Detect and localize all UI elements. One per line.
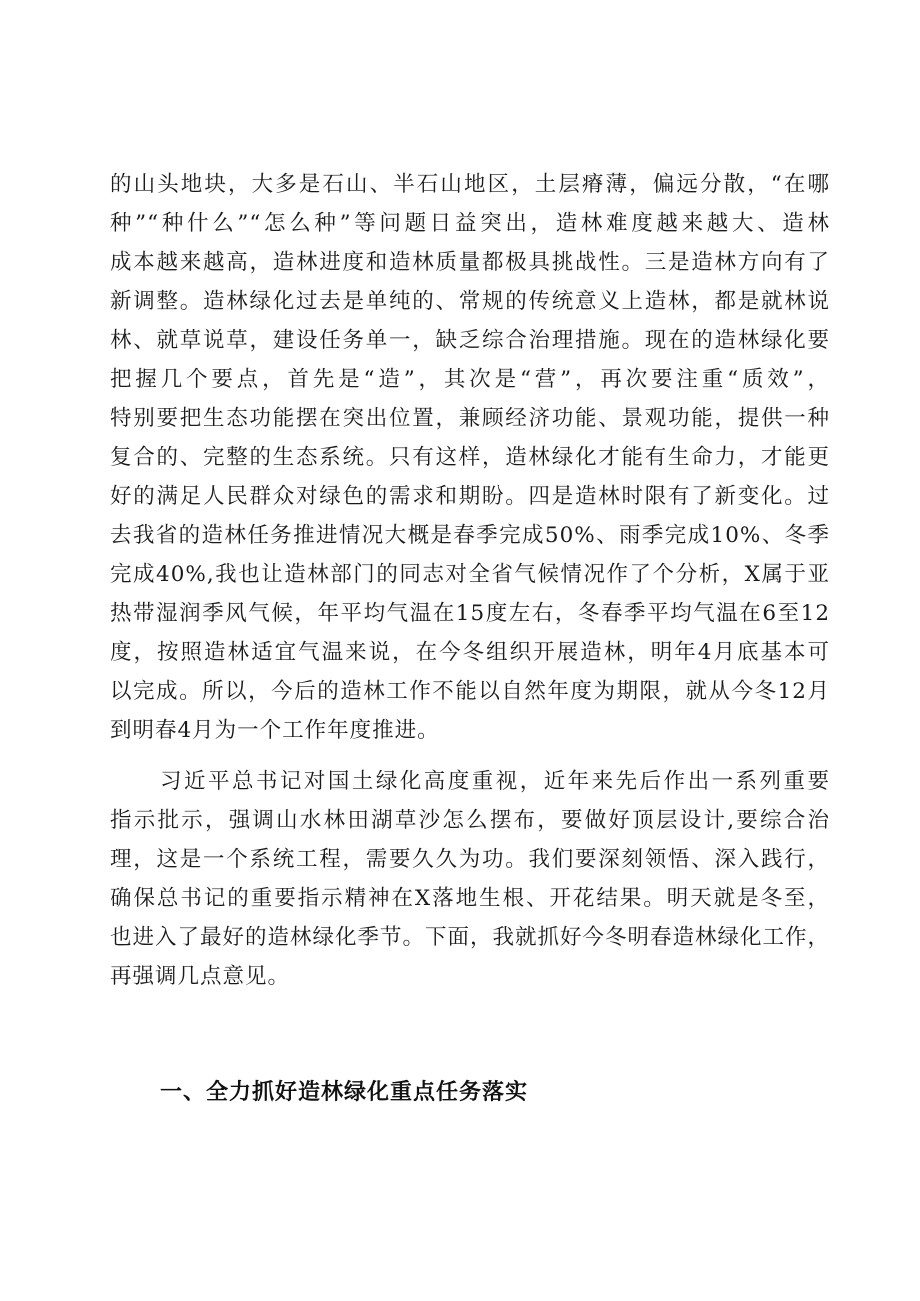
text-line: 习近平总书记对国土绿化高度重视，近年来先后作出一系列重要 [160, 769, 830, 794]
text-line: 度，按照造林适宜气温来说，在今冬组织开展造林，明年4月底基本可 [110, 640, 830, 665]
paragraph-2 [110, 762, 830, 996]
text-line: 确保总书记的重要指示精神在X落地生根、开花结果。明天就是冬至， [110, 886, 830, 911]
text-line: 以完成。所以，今后的造林工作不能以自然年度为期限，就从今冬12月 [110, 679, 830, 704]
paragraph-1 [110, 165, 830, 750]
text-line: 再强调几点意见。 [110, 964, 291, 989]
text-line: 成本越来越高，造林进度和造林质量都极具挑战性。三是造林方向有了 [110, 250, 830, 275]
text-line: 完成40%,我也让造林部门的同志对全省气候情况作了个分析，X属于亚 [110, 562, 830, 587]
text-line: 理，这是一个系统工程，需要久久为功。我们要深刻领悟、深入践行， [110, 847, 830, 872]
text-line: 种”“种什么”“怎么种”等问题日益突出，造林难度越来越大、造林 [110, 211, 830, 236]
text-line: 到明春4月为一个工作年度推进。 [110, 718, 440, 743]
section-heading: 一、全力抓好造林绿化重点任务落实 [160, 1080, 529, 1105]
text-line: 的山头地块，大多是石山、半石山地区，土层瘠薄，偏远分散，“在哪 [110, 172, 830, 197]
body-text [110, 165, 830, 996]
text-line: 新调整。造林绿化过去是单纯的、常规的传统意义上造林，都是就林说 [110, 289, 830, 314]
paragraph-gap [110, 750, 830, 762]
text-line: 特别要把生态功能摆在突出位置，兼顾经济功能、景观功能，提供一种 [110, 406, 830, 431]
text-line: 也进入了最好的造林绿化季节。下面，我就抓好今冬明春造林绿化工作， [110, 925, 830, 950]
text-line: 复合的、完整的生态系统。只有这样，造林绿化才能有生命力，才能更 [110, 445, 830, 470]
text-line: 好的满足人民群众对绿色的需求和期盼。四是造林时限有了新变化。过 [110, 484, 830, 509]
text-line: 去我省的造林任务推进情况大概是春季完成50%、雨季完成10%、冬季 [110, 523, 830, 548]
text-line: 把握几个要点，首先是“造”，其次是“营”，再次要注重“质效”， [110, 367, 830, 392]
text-line: 热带湿润季风气候，年平均气温在15度左右，冬春季平均气温在6至12 [110, 601, 830, 626]
text-line: 林、就草说草，建设任务单一，缺乏综合治理措施。现在的造林绿化要 [110, 328, 830, 353]
text-line: 指示批示，强调山水林田湖草沙怎么摆布，要做好顶层设计,要综合治 [110, 808, 830, 833]
